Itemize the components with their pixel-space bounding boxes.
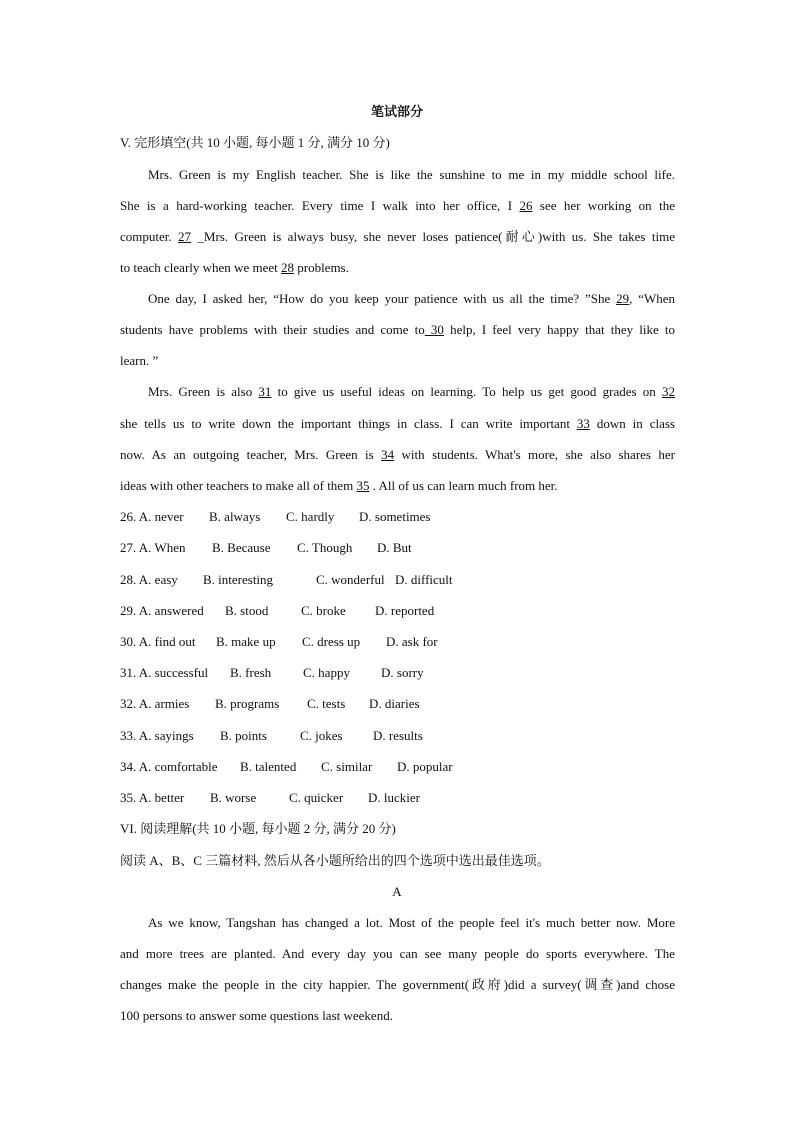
option-d: D. sometimes: [359, 509, 431, 524]
text: now. As an outgoing teacher, Mrs. Green is: [120, 447, 382, 462]
option-b: B. programs: [215, 696, 280, 711]
text: One day, I asked her, “How do you keep your patience with us all the time? ”She: [148, 291, 617, 306]
blank-26: 26: [519, 198, 533, 213]
option-a: 35. A. better: [120, 790, 185, 805]
option-c: C. hardly: [286, 509, 335, 524]
section6-heading: VI. 阅读理解(共 10 小题, 每小题 2 分, 满分 20 分): [120, 821, 396, 836]
blank-29: 29: [616, 291, 630, 306]
question-31-options: [120, 664, 424, 682]
option-a: 34. A. comfortable: [120, 759, 218, 774]
option-d: D. diaries: [369, 696, 420, 711]
option-c: C. tests: [307, 696, 346, 711]
passage-a-line3: [120, 976, 675, 994]
option-a: 33. A. sayings: [120, 728, 194, 743]
passage-a-line1: [148, 914, 675, 932]
option-b: B. points: [220, 728, 267, 743]
option-c: C. jokes: [300, 728, 343, 743]
p3-line4: [120, 477, 675, 495]
question-34-options: [120, 758, 453, 776]
p2-line1: [148, 290, 675, 308]
p1-line1: [148, 166, 675, 184]
p2-line3: learn. ”: [120, 353, 159, 368]
blank-34: 34: [381, 447, 395, 462]
question-30-options: [120, 633, 438, 651]
blank-31: 31: [258, 384, 272, 399]
option-d: D. reported: [375, 603, 435, 618]
question-28-options: [120, 571, 453, 589]
option-c: C. dress up: [302, 634, 361, 649]
text: ideas with other teachers to make all of them: [120, 478, 357, 493]
section5-heading: V. 完形填空(共 10 小题, 每小题 1 分, 满分 10 分): [120, 135, 390, 150]
option-b: B. fresh: [230, 665, 272, 680]
option-a: 32. A. armies: [120, 696, 190, 711]
question-29-options: [120, 602, 434, 620]
section6-instruction: 阅读 A、B、C 三篇材料, 然后从各小题所给出的四个选项中选出最佳选项。: [120, 853, 550, 868]
option-d: D. luckier: [368, 790, 420, 805]
option-d: D. ask for: [386, 634, 438, 649]
option-c: C. wonderful: [316, 572, 385, 587]
text: As we know, Tangshan has changed a lot. Most of the people feel it's much better now. More: [148, 915, 675, 930]
text: students have problems with their studies and come to: [120, 322, 425, 337]
option-d: D. sorry: [381, 665, 424, 680]
text: with students. What's more, she also shares her: [394, 447, 675, 462]
text: help, I feel very happy that they like to: [443, 322, 676, 337]
option-a: 31. A. successful: [120, 665, 209, 680]
p1-line3: [120, 228, 675, 246]
option-b: B. always: [209, 509, 261, 524]
option-d: D. difficult: [395, 572, 453, 587]
text: _Mrs. Green is always busy, she never loses patience(耐心)with us. She takes time: [191, 229, 675, 244]
passage-a-line2: [120, 945, 675, 963]
option-a: 30. A. find out: [120, 634, 196, 649]
option-b: B. Because: [212, 540, 271, 555]
option-d: D. But: [377, 540, 412, 555]
passage-a-line4: 100 persons to answer some questions last weekend.: [120, 1008, 393, 1023]
p3-line2: [120, 415, 675, 433]
option-d: D. results: [373, 728, 423, 743]
p1-line4: [120, 259, 675, 277]
option-b: B. stood: [225, 603, 269, 618]
option-a: 26. A. never: [120, 509, 184, 524]
text: computer.: [120, 229, 179, 244]
blank-28: 28: [280, 260, 294, 275]
p1-line2: [120, 197, 675, 215]
blank-33: 33: [576, 416, 590, 431]
option-b: B. interesting: [203, 572, 274, 587]
blank-35: 35: [356, 478, 370, 493]
option-b: B. talented: [240, 759, 297, 774]
text: she tells us to write down the important things in class. I can write important: [120, 416, 577, 431]
option-d: D. popular: [397, 759, 453, 774]
option-c: C. similar: [321, 759, 373, 774]
option-c: C. quicker: [289, 790, 344, 805]
option-a: 27. A. When: [120, 540, 186, 555]
question-27-options: [120, 539, 412, 557]
section-title: 笔试部分: [370, 104, 423, 119]
question-33-options: [120, 727, 423, 745]
p2-line2: [120, 321, 675, 339]
question-35-options: [120, 789, 420, 807]
p3-line1: [148, 383, 675, 401]
question-26-options: [120, 508, 431, 526]
option-a: 29. A. answered: [120, 603, 204, 618]
option-b: B. make up: [216, 634, 276, 649]
text: to teach clearly when we meet: [120, 260, 281, 275]
text: . All of us can learn much from her.: [369, 478, 558, 493]
text: , “When: [629, 291, 675, 306]
text: see her working on the: [532, 198, 675, 213]
p3-line3: [120, 446, 675, 464]
text: She is a hard-working teacher. Every time I walk into her office, I: [120, 198, 520, 213]
option-b: B. worse: [210, 790, 257, 805]
text: problems.: [293, 260, 349, 275]
text: changes make the people in the city happier. The government(政府)did a survey(调查)and chose: [120, 977, 675, 992]
text: Mrs. Green is my English teacher. She is like the sunshine to me in my middle school life.: [148, 167, 675, 182]
blank-27: 27: [178, 229, 192, 244]
option-c: C. happy: [303, 665, 350, 680]
text: down in class: [589, 416, 675, 431]
blank-30: 30: [424, 322, 444, 337]
text: Mrs. Green is also: [148, 384, 259, 399]
text: and more trees are planted. And every day you can see many people do sports everywhere. The: [120, 946, 675, 961]
blank-32: 32: [661, 384, 675, 399]
option-a: 28. A. easy: [120, 572, 178, 587]
option-c: C. Though: [297, 540, 353, 555]
question-32-options: [120, 695, 420, 713]
text: to give us useful ideas on learning. To help us get good grades on: [271, 384, 662, 399]
option-c: C. broke: [301, 603, 346, 618]
passage-label: A: [392, 884, 402, 899]
